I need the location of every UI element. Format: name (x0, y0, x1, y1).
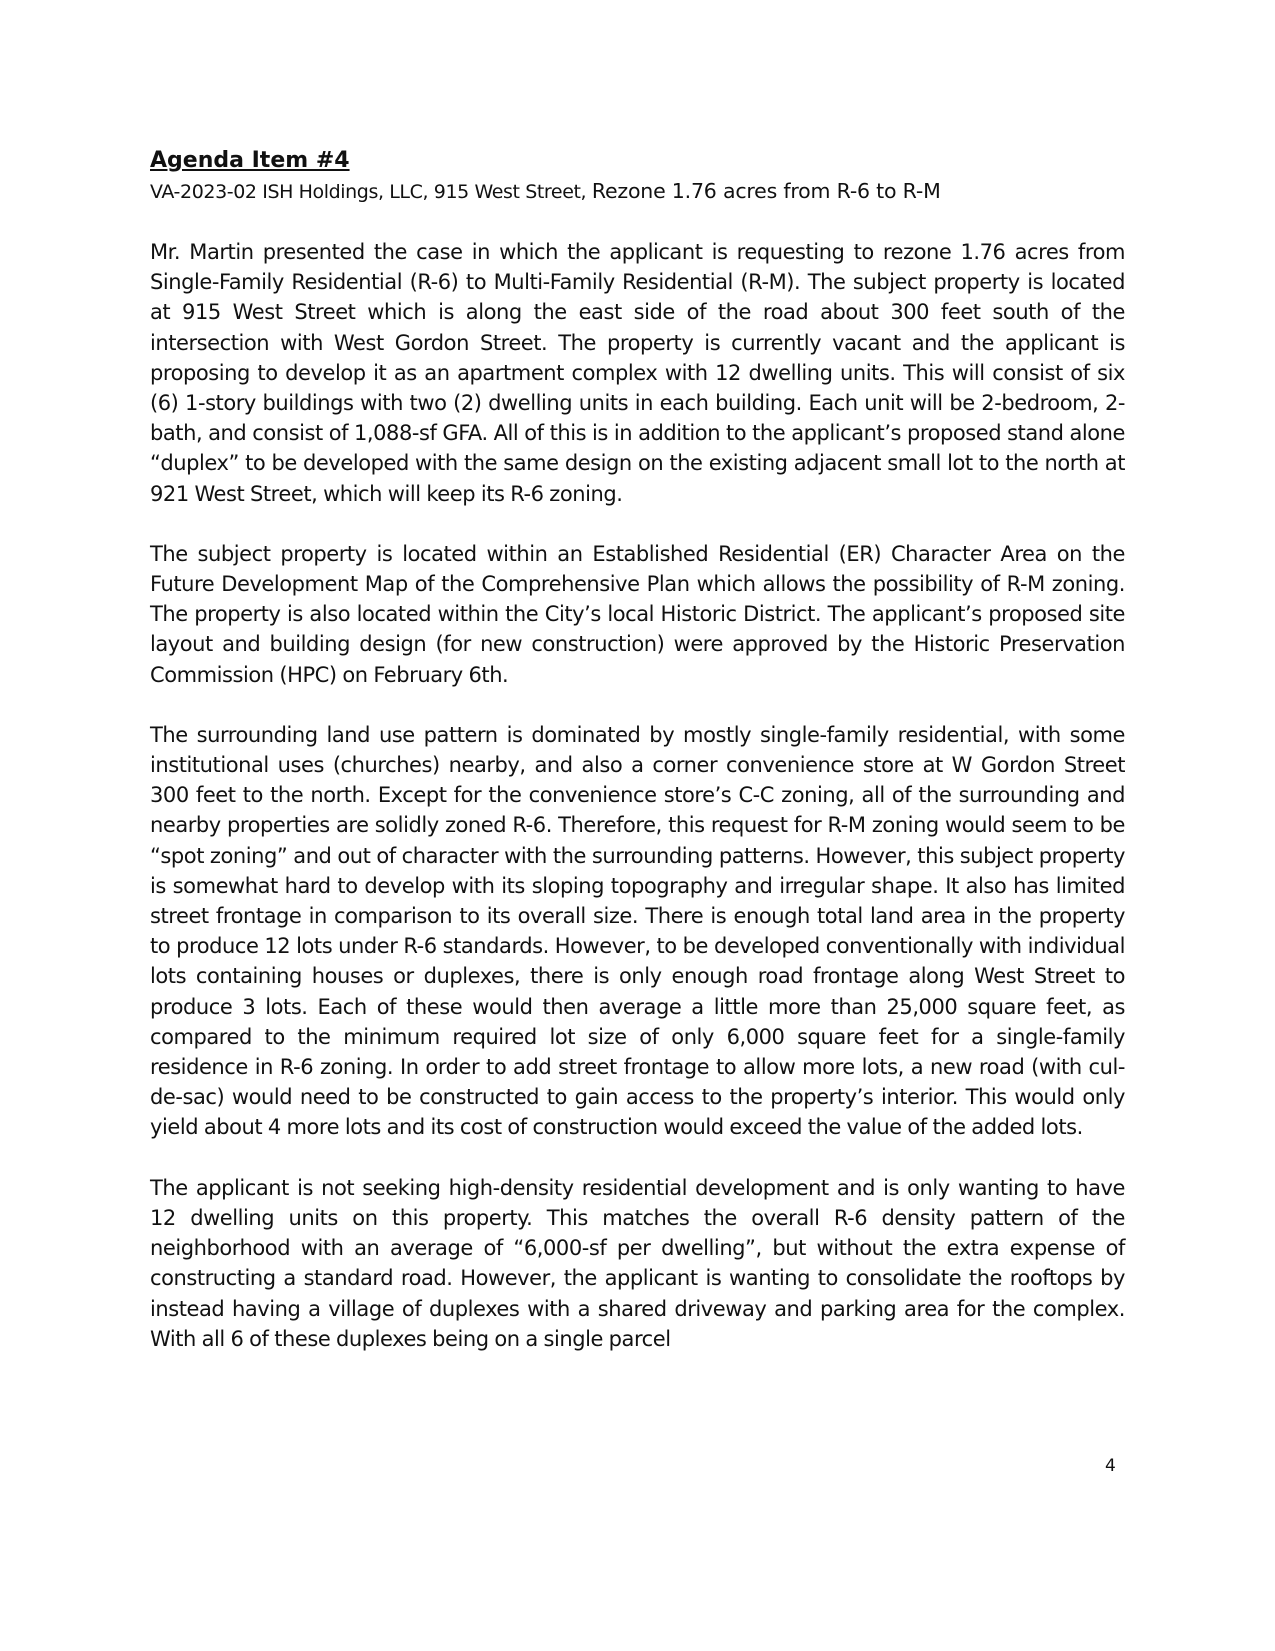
document-page (150, 146, 1125, 1384)
page-number: 4 (1105, 1456, 1116, 1476)
agenda-item-heading: Agenda Item #4 (150, 148, 350, 173)
case-subheading (150, 176, 1125, 207)
paragraph-character-area: The subject property is located within an Established Residential (ER) Character Area on the Future Development Map of the Comprehensive Plan which allows the possibility of R-M zoning. The property is also located within the City’s local Historic District. The applicant’s proposed site layout and building design (for new construction) were approved by the Historic Preservation Commission (HPC) on February 6th. (150, 541, 1125, 687)
paragraph-presentation: Mr. Martin presented the case in which the applicant is requesting to rezone 1.76 acres from Single-Family Residential (R-6) to Multi-Family Residential (R-M). The subject property is located at 915 West Street which is along the east side of the road about 300 feet south of the intersection with West Gordon Street. The property is currently vacant and the applicant is proposing to develop it as an apartment complex with 12 dwelling units. This will consist of six (6) 1-story buildings with two (2) dwelling units in each building. Each unit will be 2-bedroom, 2-bath, and consist of 1,088-sf GFA. All of this is in addition to the applicant’s proposed stand alone “duplex” to be developed with the same design on the existing adjacent small lot to the north at 921 West Street, which will keep its R-6 zoning. (150, 240, 1125, 506)
case-number-text: VA-2023-02 ISH Holdings, LLC, 915 West Street, (150, 181, 592, 203)
paragraph-density: The applicant is not seeking high-density residential development and is only wanting to have 12 dwelling units on this property. This matches the overall R-6 density pattern of the neighborhood with an average of “6,000-sf per dwelling”, but without the extra expense of constructing a standard road. However, the applicant is wanting to consolidate the rooftops by instead having a village of duplexes with a shared driveway and parking area for the complex. With all 6 of these duplexes being on a single parcel (150, 1175, 1125, 1351)
rezone-text: Rezone 1.76 acres from R-6 to R-M (591, 179, 941, 203)
paragraph-land-use: The surrounding land use pattern is dominated by mostly single-family residential, with some institutional uses (churches) nearby, and also a corner convenience store at W Gordon Street 300 feet to the north. Except for the convenience store’s C-C zoning, all of the surrounding and nearby properties are solidly zoned R-6. Therefore, this request for R-M zoning would seem to be “spot zoning” and out of character with the surrounding patterns. However, this subject property is somewhat hard to develop with its sloping topography and irregular shape. It also has limited street frontage in comparison to its overall size. There is enough total land area in the property to produce 12 lots under R-6 standards. However, to be developed conventionally with individual lots containing houses or duplexes, there is only enough road frontage along West Street to produce 3 lots. Each of these would then average a little more than 25,000 square feet, as compared to the minimum required lot size of only 6,000 square feet for a single-family residence in R-6 zoning. In order to add street frontage to allow more lots, a new road (with cul-de-sac) would need to be constructed to gain access to the property’s interior. This would only yield about 4 more lots and its cost of construction would exceed the value of the added lots. (150, 722, 1125, 1140)
